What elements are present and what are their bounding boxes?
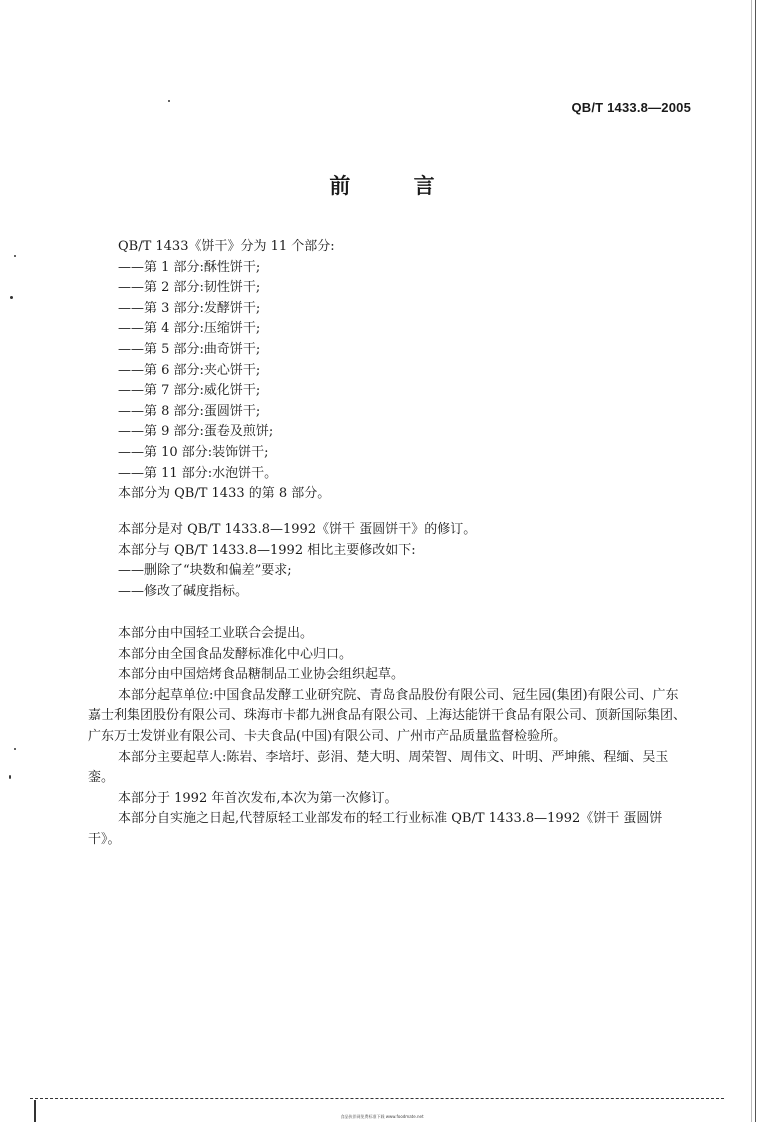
revision-statement: 本部分是对 QB/T 1433.8—1992《饼干 蛋圆饼干》的修订。 [118,522,477,537]
proposer-line: 本部分由中国轻工业联合会提出。 [118,626,314,641]
list-item: ——第 10 部分:装饰饼干; [118,444,269,460]
scan-speck [10,296,13,299]
list-item: ——第 9 部分:蛋卷及煎饼; [118,424,274,440]
revision-notes [88,520,688,602]
list-item: ——第 11 部分:水泡饼干。 [118,465,278,481]
parts-list [88,237,688,505]
footer-rule [30,1098,724,1099]
organizer-line: 本部分由中国焙烤食品糖制品工业协会组织起草。 [118,667,405,683]
list-item: ——第 7 部分:威化饼干; [118,383,261,399]
page-edge-rule [755,0,756,1122]
list-item: ——修改了碱度指标。 [118,583,249,599]
scan-speck [9,775,11,779]
page-edge-rule-faint [751,0,752,1122]
scan-speck [168,100,170,102]
drafters-paragraph: 本部分主要起草人:陈岩、李培圩、彭涓、楚大明、周荣智、周伟文、叶明、严坤熊、程缅、吴玉銮。 [88,749,669,786]
drafting-info [88,624,688,851]
list-item: ——第 3 部分:发酵饼干; [118,300,261,316]
replacement-paragraph: 本部分自实施之日起,代替原轻工业部发布的轻工行业标准 QB/T 1433.8—1992《饼干 蛋圆饼干》。 [88,811,663,847]
parts-intro: QB/T 1433《饼干》分为 11 个部分: [118,239,335,254]
list-item: ——第 8 部分:蛋圆饼干; [118,403,261,419]
first-issue-paragraph: 本部分于 1992 年首次发布,本次为第一次修订。 [118,790,398,806]
drafting-units-paragraph: 本部分起草单位:中国食品发酵工业研究院、青岛食品股份有限公司、冠生园(集团)有限公司、广东嘉士利集团股份有限公司、珠海市卡都九洲食品有限公司、上海达能饼干食品有限公司、顶新国际集团、广东万士发饼业有限公司、卡夫食品(中国)有限公司、广州市产品质量监督检验所。 [88,687,687,744]
list-item: ——第 1 部分:酥性饼干; [118,259,261,275]
scan-speck [14,255,16,257]
list-item: ——第 4 部分:压缩饼干; [118,321,261,337]
list-item: ——第 2 部分:韧性饼干; [118,280,261,296]
centralizer-line: 本部分由全国食品发酵标准化中心归口。 [118,646,353,662]
revision-intro: 本部分与 QB/T 1433.8—1992 相比主要修改如下: [118,542,416,558]
list-item: ——第 6 部分:夹心饼干; [118,362,261,378]
standard-code: QB/T 1433.8—2005 [571,100,691,115]
scan-speck [14,748,16,750]
list-item: ——删除了“块数和偏差”要求; [118,563,292,579]
page-title: 前 言 [329,173,463,198]
footer-text: 食品伙伴网免费标准下载 www.foodmate.net [340,1114,424,1119]
list-item: ——第 5 部分:曲奇饼干; [118,341,261,357]
part-statement: 本部分为 QB/T 1433 的第 8 部分。 [118,486,331,502]
